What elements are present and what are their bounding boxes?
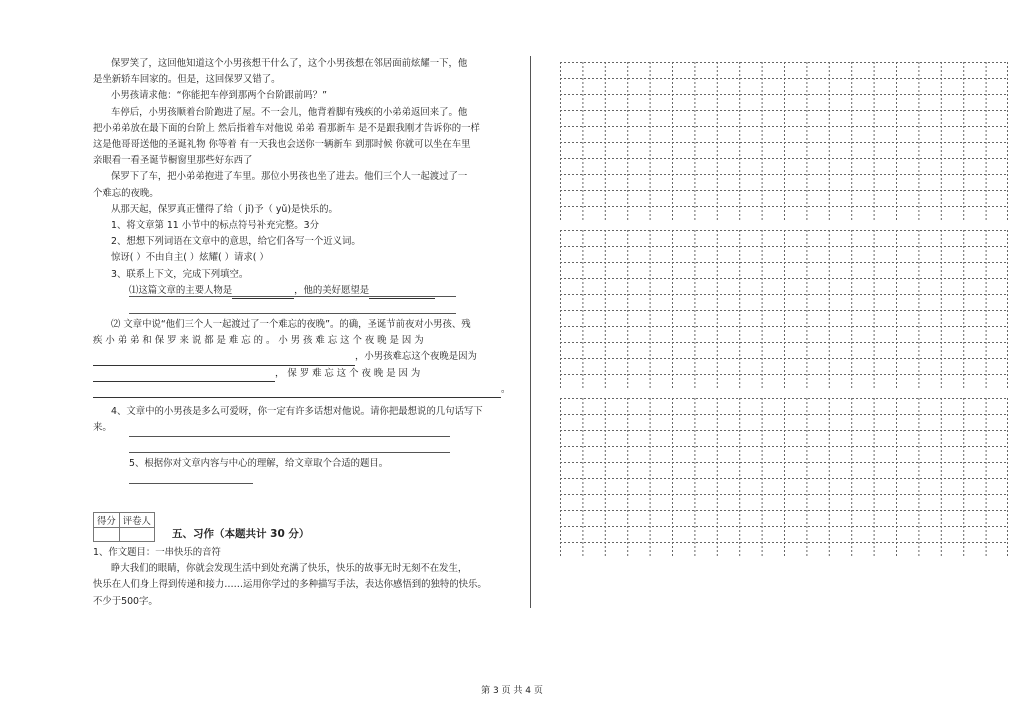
writing-grid-3[interactable]: [560, 398, 1008, 558]
writing-grid-svg: [560, 230, 1008, 390]
grader-label: 评卷人: [119, 513, 154, 528]
answer-blank[interactable]: [232, 287, 294, 299]
question-3-2-line: ，小男孩难忘这个夜晚是因为: [93, 349, 525, 365]
question-5: 5、根据你对文章内容与中心的理解，给文章取个合适的题目。: [129, 458, 389, 469]
column-divider: [530, 56, 531, 608]
question-3-2-line: ⑵ 文章中说“他们三个人一起渡过了一个难忘的夜晚”。的确，圣诞节前夜对小男孩、残: [111, 319, 471, 330]
composition-prompt: 1、作文题目：一串快乐的音符: [93, 547, 221, 558]
passage-line: 是坐新轿车回家的。但是，这回保罗又错了。: [93, 74, 281, 86]
passage-line: 保罗下了车，把小弟弟抱进了车里。那位小男孩也坐了进去。他们三个人一起渡过了一: [111, 171, 468, 183]
passage-line: 这是他哥哥送他的圣诞礼物 你等着 有一天我也会送你一辆新车 到那时候 你就可以坐在车里: [93, 139, 471, 151]
passage-line: 个难忘的夜晚。: [93, 187, 159, 199]
answer-blank[interactable]: [93, 370, 275, 382]
answer-blank[interactable]: [369, 287, 435, 299]
passage-line: 从那天起，保罗真正懂得了给（ jǐ)予（ yǔ)是快乐的。: [111, 203, 338, 215]
answer-line[interactable]: [129, 483, 253, 484]
question-3-2-line: 。: [93, 382, 525, 398]
score-box: [93, 512, 155, 542]
section-title: 五、习作（本题共计 30 分）: [172, 528, 310, 540]
reading-passage-column: [93, 56, 525, 299]
answer-line[interactable]: [129, 296, 456, 297]
grader-cell[interactable]: [119, 528, 154, 542]
question-2: 2、想想下列词语在文章中的意思，给它们各写一个近义词。: [111, 236, 361, 248]
question-4: 来。: [93, 422, 112, 434]
score-cell[interactable]: [94, 528, 120, 542]
page-footer: 第 3 页 共 4 页: [481, 686, 543, 696]
writing-grid-1[interactable]: [560, 62, 1008, 222]
question-3-1: ⑴这篇文章的主要人物是 ，他的美好愿望是: [93, 283, 525, 299]
score-label: 得分: [94, 513, 120, 528]
answer-blank[interactable]: [93, 354, 355, 366]
answer-line[interactable]: [129, 313, 456, 314]
composition-text: 睁大我们的眼睛，你就会发现生活中到处充满了快乐，快乐的故事无时无刻不在发生，: [111, 563, 468, 575]
passage-line: 保罗笑了，这回他知道这个小男孩想干什么了，这个小男孩想在邻居面前炫耀一下，他: [111, 58, 468, 69]
composition-text: 快乐在人们身上得到传递和接力……运用你学过的多种描写手法，表达你感悟到的独特的快乐。: [93, 579, 487, 591]
writing-grid-svg: [560, 398, 1008, 558]
passage-line: 把小弟弟放在最下面的台阶上 然后指着车对他说 弟弟 看那新车 是不是跟我刚才告诉你的一样: [93, 122, 480, 134]
question-2-words: 惊讶( ）不由自主( ）炫耀( ）请求( ）: [111, 252, 269, 264]
writing-grid-2[interactable]: [560, 230, 1008, 390]
question-4: 4、文章中的小男孩是多么可爱呀，你一定有许多话想对他说。请你把最想说的几句话写下: [111, 406, 483, 418]
passage-line: 车停后，小男孩顺着台阶跑进了屋。不一会儿，他背着脚有残疾的小弟弟返回来了。他: [111, 106, 468, 118]
composition-block: [93, 545, 525, 610]
composition-text: 不少于500字。: [93, 595, 158, 607]
answer-line[interactable]: [129, 436, 450, 437]
answer-line[interactable]: [129, 452, 450, 453]
answer-blank[interactable]: [93, 386, 501, 398]
writing-grid-svg: [560, 62, 1008, 222]
passage-line: 小男孩请求他：“你能把车停到那两个台阶跟前吗？”: [111, 90, 327, 102]
question-3-2-block: [93, 317, 525, 436]
question-3-2-line: 疾 小 弟 弟 和 保 罗 来 说 都 是 难 忘 的 。 小 男 孩 难 忘 这 个 夜 晚 是 因 为: [93, 335, 424, 347]
question-1: 1、将文章第 11 小节中的标点符号补充完整。3分: [111, 220, 319, 232]
question-3: 3、联系上下文，完成下列填空。: [111, 268, 249, 280]
passage-line: 亲眼看一看圣诞节橱窗里那些好东西了: [93, 155, 253, 167]
question-3-2-line: ， 保 罗 难 忘 这 个 夜 晚 是 因 为: [93, 366, 525, 382]
